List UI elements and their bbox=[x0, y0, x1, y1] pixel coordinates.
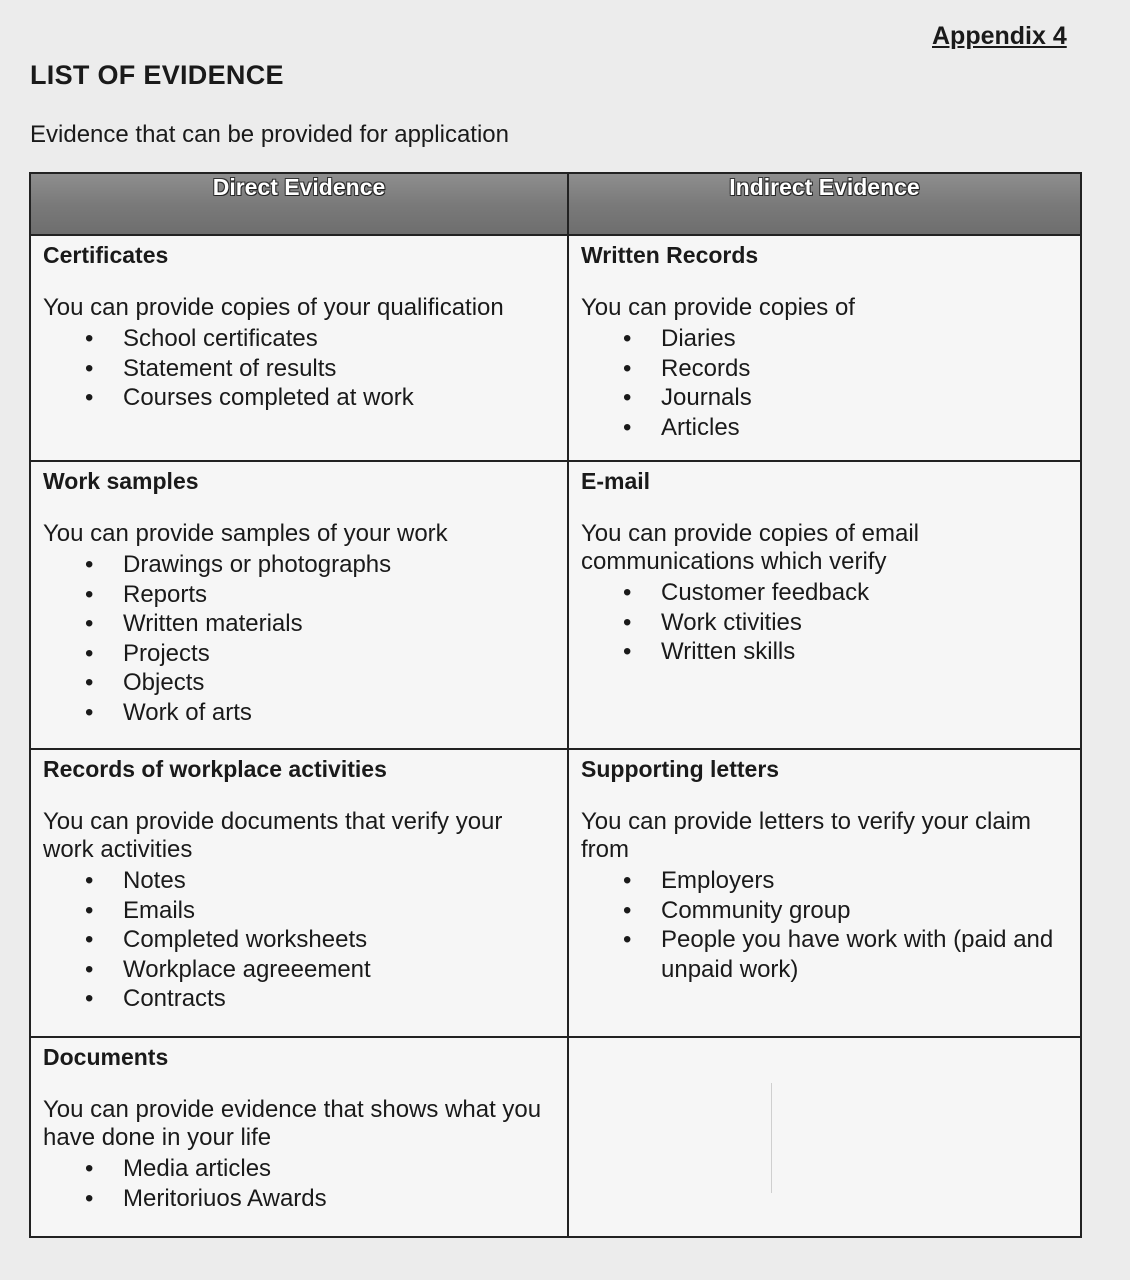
list-item: • People you have work with (paid and unpaid work) bbox=[661, 925, 1068, 984]
cell-text: You can provide letters to verify your claim from bbox=[581, 808, 1031, 863]
list-item: • Completed worksheets bbox=[123, 925, 555, 955]
list-item: • Articles bbox=[661, 413, 1068, 443]
page-title: LIST OF EVIDENCE bbox=[30, 60, 284, 90]
cell-heading: Supporting letters bbox=[581, 756, 780, 782]
list-item: • Written materials bbox=[123, 609, 555, 639]
list-item: • Drawings or photographs bbox=[123, 550, 555, 580]
empty-cell bbox=[568, 1037, 1081, 1237]
evidence-cell-supporting-letters bbox=[568, 749, 1081, 1037]
cell-heading: E-mail bbox=[581, 468, 651, 494]
bullet-list bbox=[43, 1154, 555, 1213]
evidence-cell-certificates bbox=[30, 235, 568, 461]
bullet-list bbox=[43, 866, 555, 1014]
cell-text: You can provide copies of bbox=[581, 294, 855, 321]
cell-heading: Documents bbox=[43, 1044, 169, 1070]
evidence-cell-documents bbox=[30, 1037, 568, 1237]
list-item: • Written skills bbox=[661, 637, 1068, 667]
list-item: • School certificates bbox=[123, 324, 555, 354]
intro-text: Evidence that can be provided for application bbox=[30, 121, 509, 148]
list-item: • Emails bbox=[123, 896, 555, 926]
appendix-label: Appendix 4 bbox=[932, 22, 1067, 50]
evidence-cell-workplace-records bbox=[30, 749, 568, 1037]
list-item: • Records bbox=[661, 354, 1068, 384]
list-item: • Reports bbox=[123, 580, 555, 610]
list-item: • Meritoriuos Awards bbox=[123, 1184, 555, 1214]
table-row bbox=[30, 749, 1081, 1037]
table-row bbox=[30, 1037, 1081, 1237]
column-header-indirect: Indirect Evidence bbox=[568, 173, 1081, 235]
list-item: • Journals bbox=[661, 383, 1068, 413]
cell-heading: Records of workplace activities bbox=[43, 756, 387, 782]
bullet-list bbox=[581, 866, 1068, 984]
list-item: • Objects bbox=[123, 668, 555, 698]
bullet-list bbox=[43, 550, 555, 727]
faint-mark bbox=[771, 1083, 772, 1193]
evidence-cell-written-records bbox=[568, 235, 1081, 461]
evidence-cell-email bbox=[568, 461, 1081, 749]
list-item: • Employers bbox=[661, 866, 1068, 896]
cell-text: You can provide copies of your qualification bbox=[43, 294, 504, 321]
list-item: • Diaries bbox=[661, 324, 1068, 354]
list-item: • Courses completed at work bbox=[123, 383, 555, 413]
cell-text: You can provide evidence that shows what you have done in your life bbox=[43, 1096, 542, 1151]
list-item: • Notes bbox=[123, 866, 555, 896]
cell-heading: Work samples bbox=[43, 468, 199, 494]
list-item: • Contracts bbox=[123, 984, 555, 1014]
list-item: • Projects bbox=[123, 639, 555, 669]
evidence-table bbox=[29, 172, 1082, 1238]
bullet-list bbox=[581, 324, 1068, 442]
list-item: • Media articles bbox=[123, 1154, 555, 1184]
table-row bbox=[30, 235, 1081, 461]
list-item: • Statement of results bbox=[123, 354, 555, 384]
cell-text: You can provide documents that verify your work activities bbox=[43, 808, 503, 863]
cell-text: You can provide copies of email communications which verify bbox=[581, 520, 919, 575]
list-item: • Community group bbox=[661, 896, 1068, 926]
table-row bbox=[30, 461, 1081, 749]
cell-heading: Written Records bbox=[581, 242, 759, 268]
evidence-cell-work-samples bbox=[30, 461, 568, 749]
cell-heading: Certificates bbox=[43, 242, 169, 268]
list-item: • Work of arts bbox=[123, 698, 555, 728]
column-header-direct: Direct Evidence bbox=[30, 173, 568, 235]
list-item: • Work ctivities bbox=[661, 608, 1068, 638]
bullet-list bbox=[43, 324, 555, 413]
list-item: • Customer feedback bbox=[661, 578, 1068, 608]
list-item: • Workplace agreeement bbox=[123, 955, 555, 985]
cell-text: You can provide samples of your work bbox=[43, 520, 448, 547]
bullet-list bbox=[581, 578, 1068, 667]
